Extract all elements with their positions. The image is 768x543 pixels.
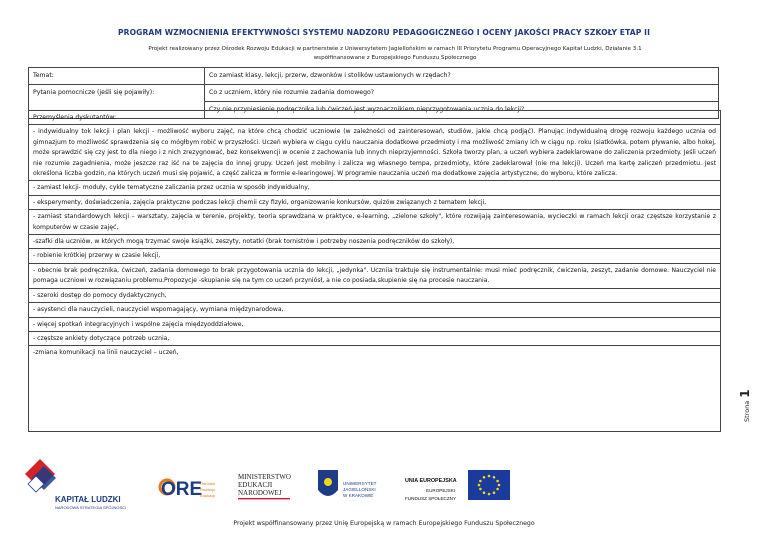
document-subtitle	[100, 45, 690, 62]
reflection-item: - indywidualny tok lekcji i plan lekcji - możliwość wyboru zajęć, na które chcą chodzić uczniowie (w zależności od zainteresowań, studiów, jakie chcą podjąć). Planując indywidualną drogę rozwoju każdego ucznia od gimnazjum to możliwość sprawdzenia się co mógłbym robić w przyszłości. Uczeń wybiera w ciągu cyklu nauczania dodatkowe przedmioty i ma możliwość zmiany ich w ciągu np. roku (siatkówka, potem pływanie, albo hokej, może sprawdzić się czy jest to dla niego i z nich zrezygnować, bez konsekwencji w ocenie z zachowania lub innych nieprzyjemności. Szkoła tworzy plan, a uczeń wybiera zadeklarowane do zaliczenia przedmioty. Jeśli uczeń nie rozumie zagadnienia, może jeszcze raz iść na te zajęcia do innej grupy. Uczeń jest mobilny i zalicza wg własnego tempa, przedmioty, które zadeklarował (nie ma lekcji). Uczeń ma kartę zaliczeń przedmiotu. Jest określona liczba godzin, na których uczeń musi się pojawić, a część zalicza w formie e-learingowej. W programie nauczania uczeń ma dodatkowe zajęcia artystyczne, do wyboru, które zalicza.	[29, 125, 720, 181]
men-line-1: MINISTERSTWO	[238, 473, 291, 481]
subtitle-line-2: współfinansowane z Europejskiego Funduszu Społecznego	[313, 54, 477, 61]
eu-logo	[405, 470, 510, 501]
reflection-item: - asystenci dla nauczycieli, nauczyciel wspomagający, wymiana międzynarodowa,	[29, 303, 720, 317]
reflections-section	[28, 110, 721, 432]
page-number: 1	[738, 389, 752, 398]
reflection-item: - częstsze ankiety dotyczące potrzeb ucznia,	[29, 332, 720, 346]
ore-line-2: Rozwoju	[200, 487, 216, 492]
uj-line-1: UNIWERSYTET	[343, 481, 377, 486]
ore-line-3: Edukacji	[200, 493, 216, 498]
uj-logo	[318, 470, 377, 498]
reflection-item: - eksperymenty, doświadczenia, zajęcia praktyczne podczas lekcji chemii czy fizyki, organizowanie konkursów, quizów związanych z tematem lekcji,	[29, 196, 720, 210]
ue-line-3: FUNDUSZ SPOŁECZNY	[405, 496, 457, 501]
kl-title: KAPITAŁ LUDZKI	[55, 495, 121, 504]
kapital-ludzki-logo	[25, 459, 126, 510]
reflections-heading: Przemyślenia dyskutantów:	[29, 111, 720, 125]
page-label: Strona	[743, 400, 751, 422]
men-line-2: EDUKACJI	[238, 481, 273, 489]
men-logo	[238, 473, 291, 499]
men-line-3: NARODOWEJ	[238, 489, 282, 497]
ore-logo	[160, 479, 215, 500]
ue-line-2: EUROPEJSKI	[426, 488, 456, 493]
topic-row	[29, 68, 719, 85]
reflection-item: - zamiast standardowych lekcji – warsztaty, zajęcia w terenie, projekty, teoria sprawdzana w praktyce, e-learning, „zielone szkoły", które rozwijają zainteresowania, wycieczki w ramach lekcji oraz częstsze korzystanie z komputerów w czasie zajęć,	[29, 210, 720, 235]
ore-mark: ORE	[161, 479, 203, 500]
reflection-item: - więcej spotkań integracyjnych i wspólne zajęcia międzyoddziałowe,	[29, 318, 720, 332]
subtitle-line-1: Projekt realizowany przez Ośrodek Rozwoju Edukacji w partnerstwie z Uniwersytetem Jagiellońskim w ramach III Priorytetu Programu Operacyjnego Kapitał Ludzki, Działanie 3.1	[148, 46, 642, 52]
reflection-item: - zamiast lekcji- moduły, cykle tematyczne zaliczania przez ucznia w sposób indywidualny,	[29, 181, 720, 195]
helper-question-1: Co z uczniem, który nie rozumie zadania domowego?	[209, 89, 375, 96]
kl-subtitle: NARODOWA STRATEGIA SPÓJNOŚCI	[55, 505, 127, 510]
reflection-item: - obecnie brak podręcznika, ćwiczeń, zadania domowego to brak przygotowania ucznia do lekcji, „jedynka". Uczniia traktuje się instrumentalnie: musi mieć podręcznik, ćwiczenia, zeszyt, zadanie domowe. Nauczyciel nie pomaga uczniowi w rozwiązaniu problemu.Propozycje -skupianie się na tym co uczeń przyniósł, a nie co posiada,skupienie się na procesie nauczania.	[29, 264, 720, 289]
uj-line-3: W KRAKOWIE	[343, 493, 374, 498]
eu-flag	[468, 470, 510, 500]
page-number-side	[738, 340, 758, 422]
reflection-item: -zmiana komunikacji na linii nauczyciel – uczeń,	[33, 349, 179, 357]
logos-bar	[0, 454, 768, 514]
topic-value: Co zamiast klasy, lekcji, przerw, dzwonków i stolików ustawionych w rzędach?	[205, 68, 719, 85]
footer-text: Projekt współfinansowany przez Unię Europejską w ramach Europejskiego Funduszu Społecznego	[233, 520, 535, 527]
helper-question-2: Czy nie przyniesienie podręcznika lub ćwiczeń jest wyznacznikiem nieprzygotowania ucznia do lekcji?	[205, 101, 718, 115]
reflection-item: - robienie krótkiej przerwy w czasie lekcji,	[29, 249, 720, 263]
ue-line-1: UNIA EUROPEJSKA	[405, 478, 457, 484]
page-number-label	[738, 389, 752, 422]
helper-label: Pytania pomocnicze (jeśli się pojawiły):	[29, 85, 205, 119]
ore-line-1: Ośrodek	[200, 481, 216, 486]
topic-label: Temat:	[29, 68, 205, 85]
uj-line-2: JAGIELLOŃSKI	[343, 487, 376, 492]
reflection-item: - szeroki dostęp do pomocy dydaktycznych,	[29, 289, 720, 303]
reflection-item: -szafki dla uczniów, w których mogą trzymać swoje książki, zeszyty, notatki (brak tornistrów i potrzeby noszenia podręczników do szkoły),	[29, 235, 720, 249]
document-title: PROGRAM WZMOCNIENIA EFEKTYWNOŚCI SYSTEMU NADZORU PEDAGOGICZNEGO I OCENY JAKOŚCI PRACY SZKOŁY ETAP II	[117, 28, 651, 37]
